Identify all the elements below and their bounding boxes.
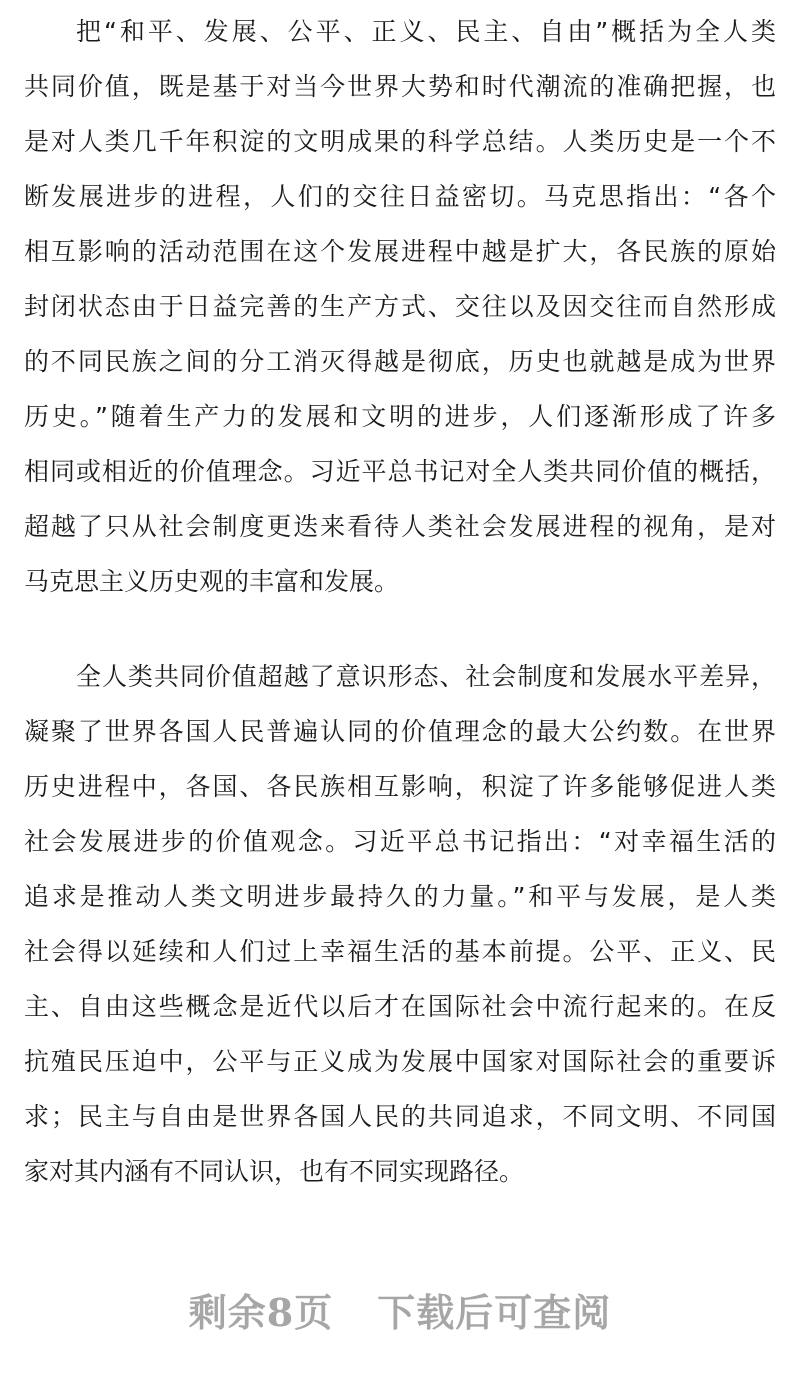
paragraph-line: 追求是推动人类文明进步最持久的力量。”和平与发展，是人类 — [24, 882, 776, 911]
paragraph-line: 封闭状态由于日益完善的生产方式、交往以及因交往而自然形成 — [24, 292, 776, 321]
paragraph-line: 历史。”随着生产力的发展和文明的进步，人们逐渐形成了许多 — [24, 402, 776, 431]
paragraph-line: 全人类共同价值超越了意识形态、社会制度和发展水平差异， — [76, 662, 776, 691]
paragraph-line: 断发展进步的进程，人们的交往日益密切。马克思指出：“各个 — [24, 182, 776, 211]
paragraph-line: 相同或相近的价值理念。习近平总书记对全人类共同价值的概括， — [24, 457, 776, 486]
paragraph-line: 把“和平、发展、公平、正义、民主、自由”概括为全人类 — [76, 17, 776, 46]
paragraph-line: 是对人类几千年积淀的文明成果的科学总结。人类历史是一个不 — [24, 127, 776, 156]
remaining-pages-label: 剩余8页 — [188, 1290, 334, 1335]
paragraph-line: 抗殖民压迫中，公平与正义成为发展中国家对国际社会的重要诉 — [24, 1047, 776, 1076]
paragraph-line: 历史进程中，各国、各民族相互影响，积淀了许多能够促进人类 — [24, 772, 776, 801]
paragraph-line: 超越了只从社会制度更迭来看待人类社会发展进程的视角，是对 — [24, 512, 776, 541]
paragraph-line: 共同价值，既是基于对当今世界大势和时代潮流的准确把握，也 — [24, 72, 776, 101]
body-paragraph — [24, 649, 776, 1199]
paragraph-line: 的不同民族之间的分工消灭得越是彻底，历史也就越是成为世界 — [24, 347, 776, 376]
paragraph-line: 求；民主与自由是世界各国人民的共同追求，不同文明、不同国 — [24, 1102, 776, 1131]
paragraph-line: 社会得以延续和人们过上幸福生活的基本前提。公平、正义、民 — [24, 937, 776, 966]
download-prompt-label: 下载后可查阅 — [377, 1290, 612, 1335]
paragraph-line: 主、自由这些概念是近代以后才在国际社会中流行起来的。在反 — [24, 992, 776, 1021]
body-paragraph — [24, 4, 776, 609]
download-notice[interactable] — [0, 1282, 800, 1337]
paragraph-line: 社会发展进步的价值观念。习近平总书记指出：“对幸福生活的 — [24, 827, 776, 856]
paragraph-line: 相互影响的活动范围在这个发展进程中越是扩大，各民族的原始 — [24, 237, 776, 266]
paragraph-line: 马克思主义历史观的丰富和发展。 — [24, 567, 400, 596]
paragraph-line: 凝聚了世界各国人民普遍认同的价值理念的最大公约数。在世界 — [24, 717, 776, 746]
paragraph-line: 家对其内涵有不同认识，也有不同实现路径。 — [24, 1157, 525, 1186]
